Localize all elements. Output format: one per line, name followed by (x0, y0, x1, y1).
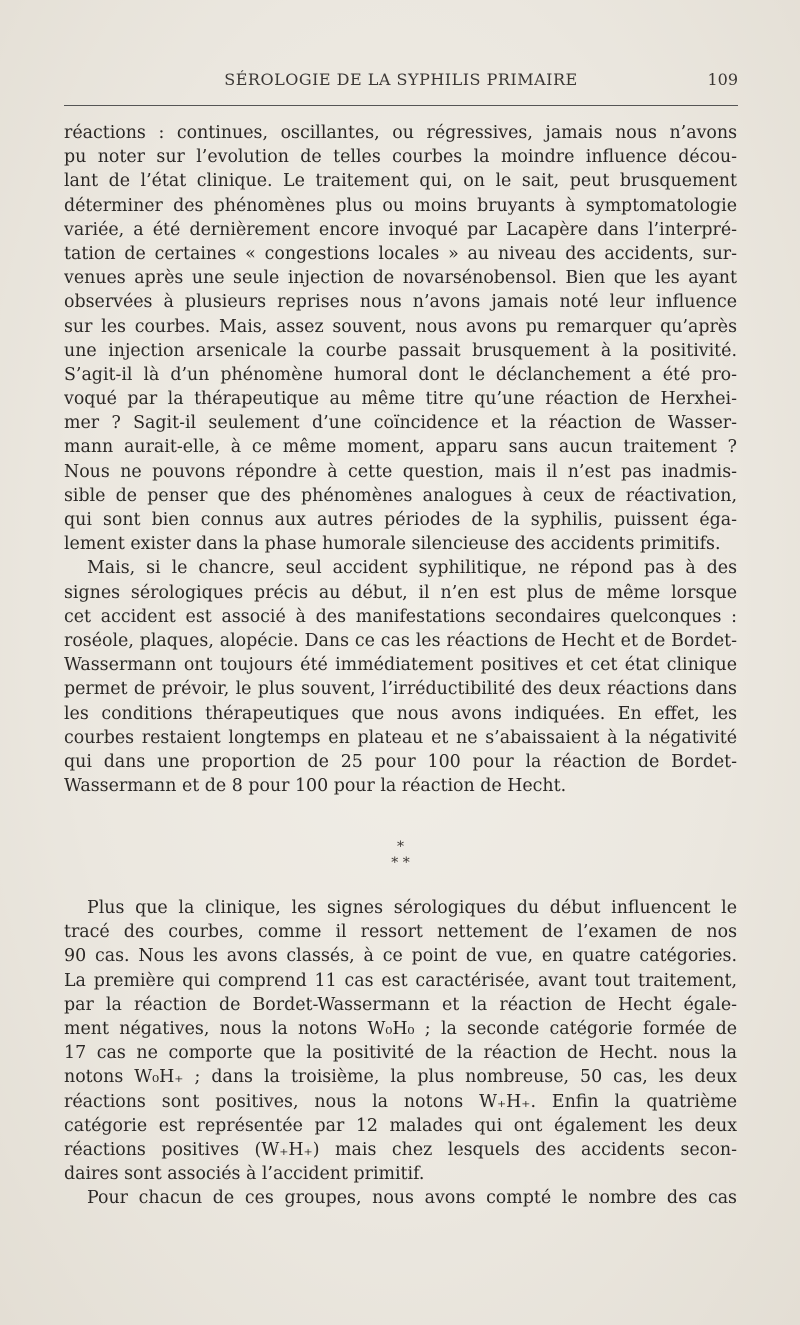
text-line: S’agit-il là d’un phénomène humoral dont le déclanchement a été pro- (64, 364, 737, 385)
text-line: une injection arsenicale la courbe passait brusquement à la positivité. (64, 340, 737, 361)
section-2-text (64, 896, 737, 1210)
text-line: courbes restaient longtemps en plateau et ne s’abaissaient à la négativité (64, 727, 737, 748)
text-line: notons W₀H₊ ; dans la troisième, la plus nombreuse, 50 cas, les deux (64, 1067, 737, 1088)
page-number: 109 (707, 70, 738, 89)
text-line: La première qui comprend 11 cas est caractérisée, avant tout traitement, (64, 970, 737, 991)
text-line: pu noter sur l’evolution de telles courbes la moindre influence décou- (64, 147, 737, 168)
section-1-text (64, 121, 737, 798)
text-line: lant de l’état clinique. Le traitement qui, on le sait, peut brusquement (64, 171, 737, 192)
text-line: réactions sont positives, nous la notons W₊H₊. Enfin la quatrième (64, 1091, 737, 1112)
running-header (64, 70, 738, 96)
text-line: qui sont bien connus aux autres périodes de la syphilis, puissent éga- (64, 510, 737, 530)
text-line: sur les courbes. Mais, assez souvent, nous avons pu remarquer qu’après (64, 316, 737, 337)
text-line: Nous ne pouvons répondre à cette question, mais il n’est pas inadmis- (64, 461, 737, 482)
text-line: roséole, plaques, alopécie. Dans ce cas les réactions de Hecht et de Bordet- (64, 630, 737, 651)
text-line: réactions positives (W₊H₊) mais chez lesquels des accidents secon- (64, 1139, 737, 1160)
text-line: mer ? Sagit-il seulement d’une coïncidence et la réaction de Wasser- (64, 413, 737, 434)
running-title: SÉROLOGIE DE LA SYPHILIS PRIMAIRE (224, 70, 578, 89)
text-line: lement exister dans la phase humorale silencieuse des accidents primitifs. (64, 534, 721, 555)
text-line: cet accident est associé à des manifestations secondaires quelconques : (64, 606, 737, 627)
text-line: variée, a été dernièrement encore invoqué par Lacapère dans l’interpré- (64, 219, 737, 240)
text-line: observées à plusieurs reprises nous n’avons jamais noté leur influence (64, 292, 737, 313)
asterism-separator (64, 839, 737, 877)
text-line: permet de prévoir, le plus souvent, l’irréductibilité des deux réactions dans (64, 679, 737, 700)
text-line: voqué par la thérapeutique au même titre qu’une réaction de Herxhei- (64, 389, 737, 410)
text-line: les conditions thérapeutiques que nous avons indiquées. En effet, les (64, 703, 737, 724)
text-line: daires sont associés à l’accident primitif. (64, 1164, 425, 1185)
text-line: réactions : continues, oscillantes, ou régressives, jamais nous n’avons (64, 123, 737, 143)
text-line: ment négatives, nous la notons W₀H₀ ; la seconde catégorie formée de (64, 1018, 737, 1039)
text-line: Wassermann ont toujours été immédiatement positives et cet état clinique (64, 655, 737, 676)
paragraph-start-line: Mais, si le chancre, seul accident syphilitique, ne répond pas à des (87, 558, 737, 579)
text-line: signes sérologiques précis au début, il n’en est plus de même lorsque (64, 582, 737, 603)
paragraph-start-line: Plus que la clinique, les signes sérologiques du début influencent le (87, 898, 737, 918)
text-line: sible de penser que des phénomènes analogues à ceux de réactivation, (64, 485, 737, 506)
asterism-top: * (397, 839, 404, 855)
text-line: qui dans une proportion de 25 pour 100 pour la réaction de Bordet- (64, 751, 737, 772)
asterism-bottom: * * (391, 855, 410, 871)
text-line: catégorie est représentée par 12 malades qui ont également les deux (64, 1115, 737, 1136)
text-line: tracé des courbes, comme il ressort nettement de l’examen de nos (64, 922, 737, 943)
paragraph-start-line: Pour chacun de ces groupes, nous avons compté le nombre des cas (87, 1188, 737, 1209)
text-line: 90 cas. Nous les avons classés, à ce point de vue, en quatre catégories. (64, 946, 737, 967)
text-line: par la réaction de Bordet-Wassermann et la réaction de Hecht égale- (64, 994, 737, 1015)
header-rule (64, 105, 738, 106)
text-line: déterminer des phénomènes plus ou moins bruyants à symptomatologie (64, 195, 737, 216)
text-line: venues après une seule injection de novarsénobensol. Bien que les ayant (64, 268, 737, 289)
text-line: tation de certaines « congestions locales » au niveau des accidents, sur- (64, 243, 737, 264)
text-line: Wassermann et de 8 pour 100 pour la réaction de Hecht. (64, 776, 567, 797)
text-line: mann aurait-elle, à ce même moment, apparu sans aucun traitement ? (64, 437, 737, 458)
text-line: 17 cas ne comporte que la positivité de la réaction de Hecht. nous la (64, 1043, 737, 1064)
